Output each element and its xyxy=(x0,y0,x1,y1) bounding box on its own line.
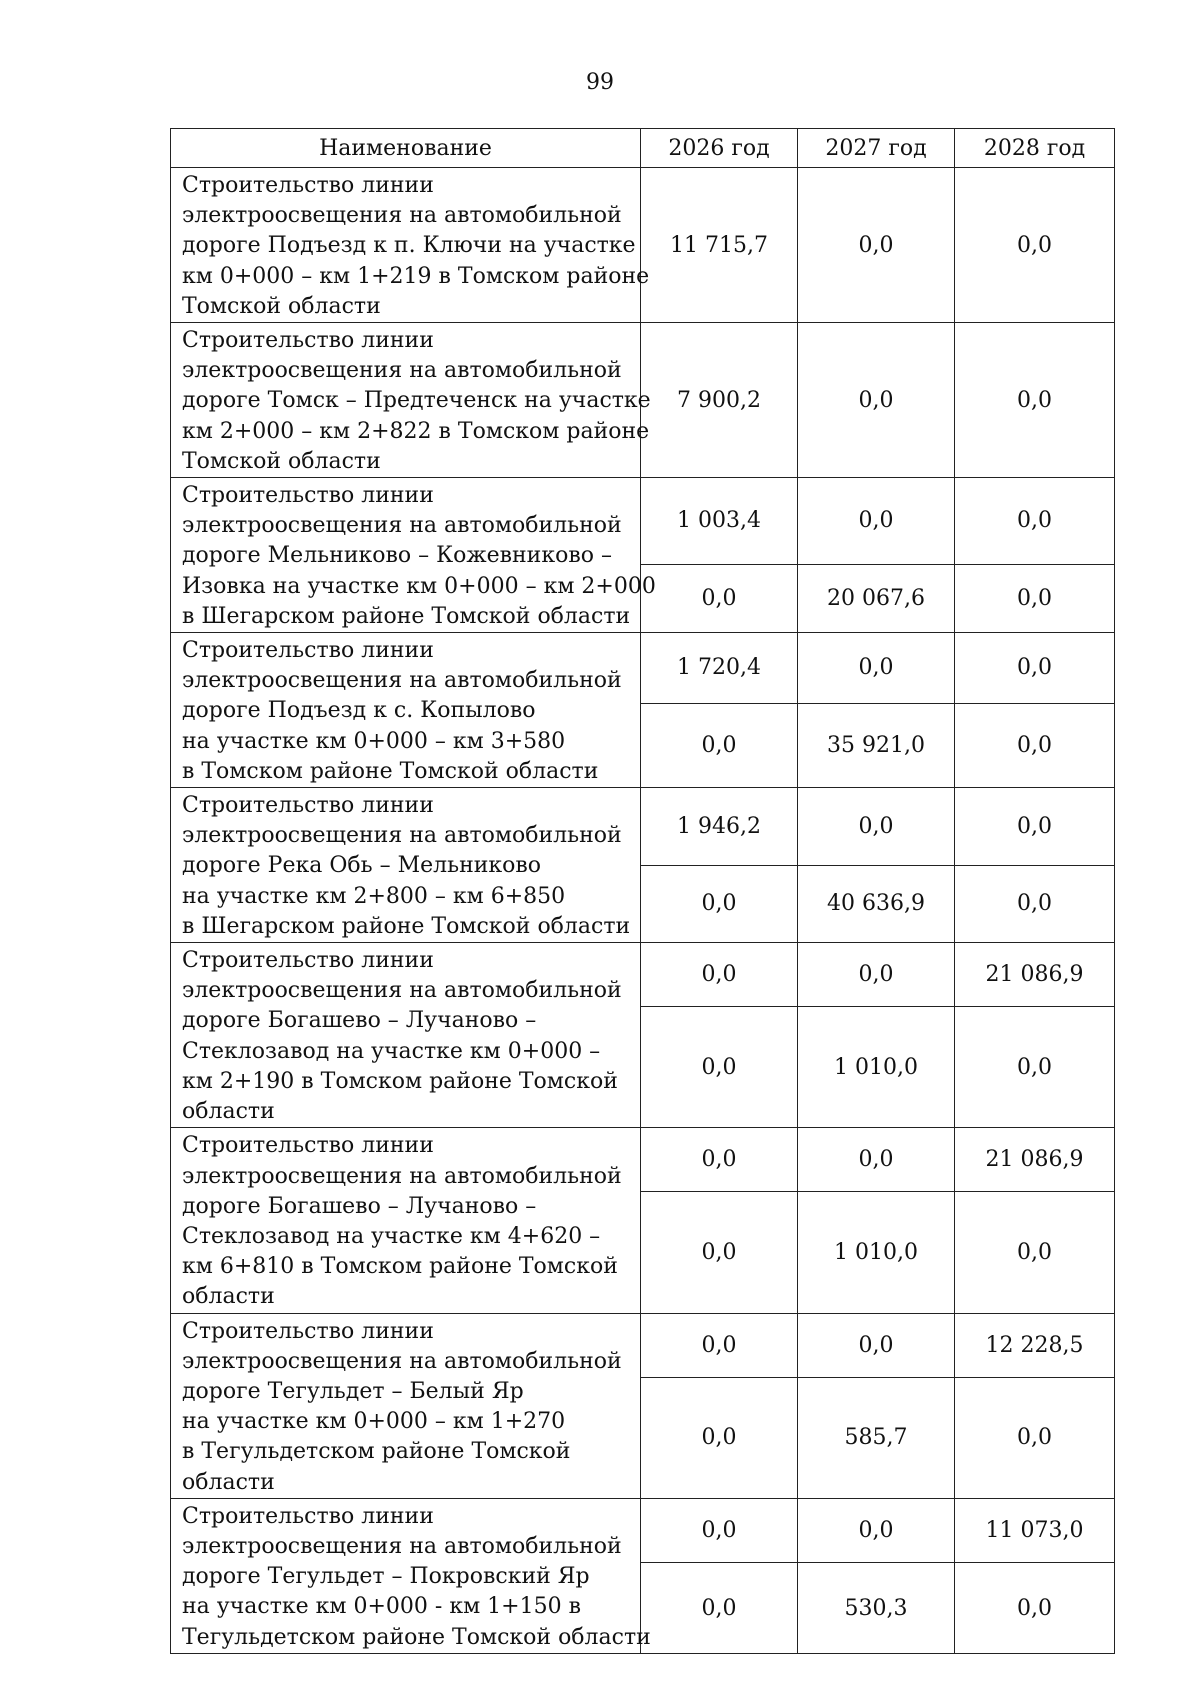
project-name-line: в Шегарском районе Томской области xyxy=(182,913,631,939)
project-name-line: дороге Богашево – Лучаново – xyxy=(182,1193,537,1219)
value-2026: 0,0 xyxy=(641,1563,798,1653)
financing-table xyxy=(170,128,1115,1654)
project-name-line: Строительство линии xyxy=(182,483,434,509)
project-name-cell xyxy=(171,1313,641,1498)
value-2026: 0,0 xyxy=(641,1377,798,1498)
project-name-line: Изовка на участке км 0+000 – км 2+000 xyxy=(182,573,656,599)
project-name-line: на участке км 0+000 – км 1+270 xyxy=(182,1409,566,1435)
value-2027: 0,0 xyxy=(798,1498,955,1563)
table-row xyxy=(171,943,1115,1007)
value-2028: 0,0 xyxy=(955,564,1115,632)
project-name-line: электроосвещения на автомобильной xyxy=(182,513,622,539)
table-row xyxy=(171,323,1115,478)
value-2026: 0,0 xyxy=(641,865,798,943)
project-name-line: дороге Река Обь – Мельниково xyxy=(182,853,542,879)
project-name-line: км 2+190 в Томском районе Томской xyxy=(182,1068,618,1094)
project-name-line: Томской области xyxy=(182,293,381,319)
value-2027: 0,0 xyxy=(798,1313,955,1377)
value-2028: 11 073,0 xyxy=(955,1498,1115,1563)
value-2027: 1 010,0 xyxy=(798,1007,955,1128)
project-name-line: электроосвещения на автомобильной xyxy=(182,978,622,1004)
value-2027: 1 010,0 xyxy=(798,1192,955,1313)
project-name-line: км 6+810 в Томском районе Томской xyxy=(182,1254,618,1280)
project-name-line: Стеклозавод на участке км 4+620 – xyxy=(182,1223,601,1249)
value-2028: 0,0 xyxy=(955,633,1115,704)
table-row xyxy=(171,1498,1115,1563)
project-name-cell xyxy=(171,168,650,323)
project-name-line: области xyxy=(182,1099,275,1125)
project-name-line: электроосвещения на автомобильной xyxy=(182,1163,622,1189)
project-name-line: Строительство линии xyxy=(182,1133,434,1159)
project-name-line: электроосвещения на автомобильной xyxy=(182,203,622,229)
project-name-line: Строительство линии xyxy=(182,328,434,354)
header-name: Наименование xyxy=(171,129,641,168)
value-2027: 0,0 xyxy=(798,323,955,478)
project-name-line: на участке км 0+000 - км 1+150 в xyxy=(182,1594,581,1620)
value-2027: 0,0 xyxy=(798,478,955,565)
value-2026: 0,0 xyxy=(641,1313,798,1377)
header-row xyxy=(171,129,1115,168)
table-row xyxy=(171,788,1115,866)
value-2026: 0,0 xyxy=(641,703,798,787)
project-name-line: км 0+000 – км 1+219 в Томском районе xyxy=(182,263,650,289)
project-name-line: электроосвещения на автомобильной xyxy=(182,668,622,694)
header-2026: 2026 год xyxy=(641,129,798,168)
value-2028: 0,0 xyxy=(955,1192,1115,1313)
project-name-line: на участке км 0+000 – км 3+580 xyxy=(182,728,566,754)
value-2026: 0,0 xyxy=(641,1192,798,1313)
value-2026: 0,0 xyxy=(641,1498,798,1563)
value-2028: 0,0 xyxy=(955,865,1115,943)
value-2026: 0,0 xyxy=(641,1007,798,1128)
value-2027: 0,0 xyxy=(798,943,955,1007)
value-2027: 40 636,9 xyxy=(798,865,955,943)
project-name-line: в Шегарском районе Томской области xyxy=(182,603,631,629)
header-2028: 2028 год xyxy=(955,129,1115,168)
table-row xyxy=(171,1128,1115,1192)
project-name-cell xyxy=(171,1498,651,1653)
value-2027: 20 067,6 xyxy=(798,564,955,632)
value-2027: 0,0 xyxy=(798,633,955,704)
project-name-line: Томской области xyxy=(182,448,381,474)
table-row xyxy=(171,1313,1115,1377)
value-2028: 0,0 xyxy=(955,788,1115,866)
project-name-line: км 2+000 – км 2+822 в Томском районе xyxy=(182,418,650,444)
project-name-cell xyxy=(171,478,656,633)
value-2027: 0,0 xyxy=(798,788,955,866)
project-name-line: электроосвещения на автомобильной xyxy=(182,1533,622,1559)
project-name-cell xyxy=(171,943,641,1128)
project-name-line: дороге Подъезд к п. Ключи на участке xyxy=(182,233,636,259)
project-name-line: в Томском районе Томской области xyxy=(182,758,599,784)
project-name-line: Строительство линии xyxy=(182,1503,434,1529)
value-2027: 585,7 xyxy=(798,1377,955,1498)
value-2028: 12 228,5 xyxy=(955,1313,1115,1377)
project-name-line: Строительство линии xyxy=(182,173,434,198)
table-body xyxy=(171,168,1115,1654)
value-2026: 1 003,4 xyxy=(641,478,798,565)
project-name-line: дороге Тегульдет – Покровский Яр xyxy=(182,1564,590,1590)
header-2027: 2027 год xyxy=(798,129,955,168)
project-name-line: на участке км 2+800 – км 6+850 xyxy=(182,883,566,909)
page-number: 99 xyxy=(586,70,614,95)
value-2028: 0,0 xyxy=(955,1007,1115,1128)
project-name-line: Строительство линии xyxy=(182,948,434,974)
project-name-line: Строительство линии xyxy=(182,793,434,819)
table-row xyxy=(171,478,1115,565)
value-2026: 0,0 xyxy=(641,943,798,1007)
value-2028: 21 086,9 xyxy=(955,943,1115,1007)
value-2028: 21 086,9 xyxy=(955,1128,1115,1192)
project-name-line: дороге Подъезд к с. Копылово xyxy=(182,698,536,724)
value-2026: 0,0 xyxy=(641,564,798,632)
project-name-cell xyxy=(171,633,641,788)
value-2028: 0,0 xyxy=(955,1563,1115,1653)
project-name-line: дороге Богашево – Лучаново – xyxy=(182,1008,537,1034)
project-name-cell xyxy=(171,323,651,478)
value-2026: 1 946,2 xyxy=(641,788,798,866)
value-2027: 0,0 xyxy=(798,1128,955,1192)
value-2027: 530,3 xyxy=(798,1563,955,1653)
value-2027: 0,0 xyxy=(798,168,955,323)
project-name-line: дороге Мельниково – Кожевниково – xyxy=(182,543,612,569)
project-name-line: Строительство линии xyxy=(182,1318,434,1344)
value-2028: 0,0 xyxy=(955,703,1115,787)
value-2026: 11 715,7 xyxy=(641,168,798,323)
project-name-line: электроосвещения на автомобильной xyxy=(182,823,622,849)
table-row xyxy=(171,633,1115,704)
project-name-line: области xyxy=(182,1469,275,1495)
project-name-line: области xyxy=(182,1284,275,1310)
project-name-line: в Тегульдетском районе Томской xyxy=(182,1439,571,1465)
project-name-line: дороге Тегульдет – Белый Яр xyxy=(182,1378,524,1404)
project-name-line: Тегульдетском районе Томской области xyxy=(182,1624,651,1650)
project-name-line: Стеклозавод на участке км 0+000 – xyxy=(182,1038,601,1064)
value-2026: 1 720,4 xyxy=(641,633,798,704)
value-2026: 7 900,2 xyxy=(641,323,798,478)
project-name-cell xyxy=(171,1128,641,1313)
project-name-line: Строительство линии xyxy=(182,638,434,664)
value-2028: 0,0 xyxy=(955,478,1115,565)
value-2028: 0,0 xyxy=(955,323,1115,478)
project-name-line: электроосвещения на автомобильной xyxy=(182,358,622,384)
project-name-line: дороге Томск – Предтеченск на участке xyxy=(182,388,651,414)
project-name-cell xyxy=(171,788,641,943)
value-2026: 0,0 xyxy=(641,1128,798,1192)
value-2028: 0,0 xyxy=(955,1377,1115,1498)
value-2028: 0,0 xyxy=(955,168,1115,323)
table-row xyxy=(171,168,1115,323)
value-2027: 35 921,0 xyxy=(798,703,955,787)
project-name-line: электроосвещения на автомобильной xyxy=(182,1348,622,1374)
